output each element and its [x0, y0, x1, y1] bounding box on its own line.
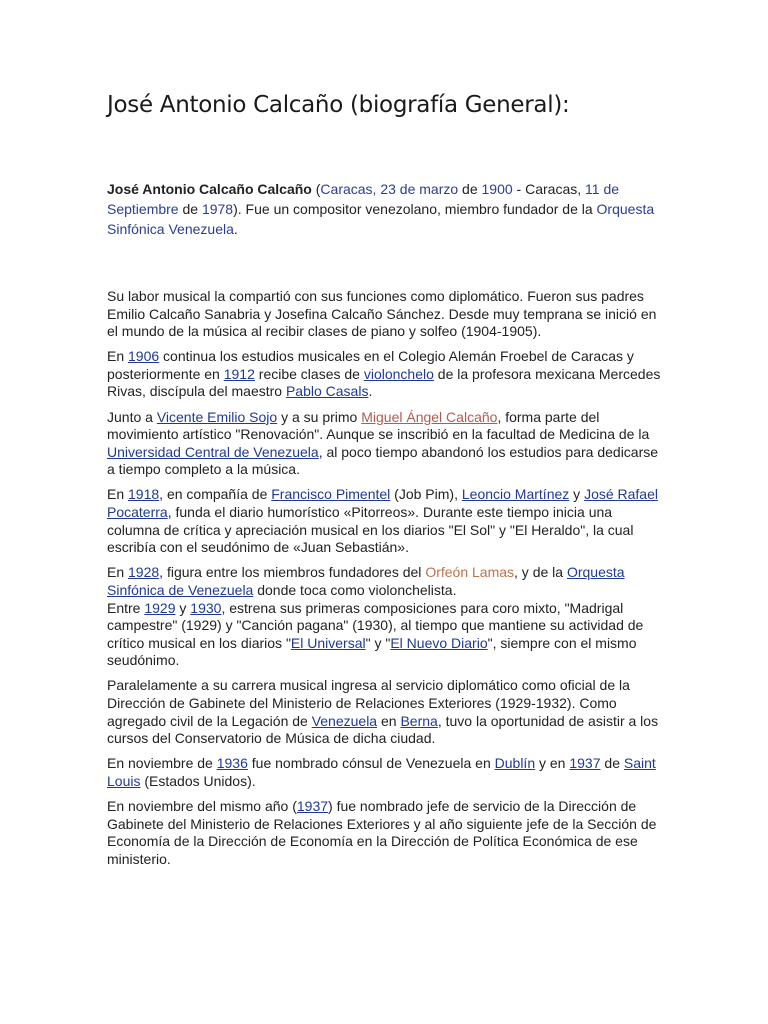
- link-death-day[interactable]: 11 de Septiembre: [107, 181, 620, 217]
- page-title: José Antonio Calcaño (biografía General):: [107, 92, 570, 118]
- link-1930[interactable]: 1930: [190, 599, 222, 616]
- link-1937-b[interactable]: 1937: [296, 797, 329, 814]
- link-1937[interactable]: 1937: [569, 755, 601, 772]
- biography-body: [107, 288, 663, 876]
- paragraph-1: Su labor musical la compartió con sus funciones como diplomático. Fueron sus padres Emilio Calcaño Sanabria y Josefina Calcaño Sánchez. Desde muy temprana se inició en el mundo de la música al recibir clases de piano y solfeo (1904-1905).: [107, 288, 657, 340]
- intro-paragraph: José Antonio Calcaño Calcaño (Caracas, 23 de marzo de 1900 - Caracas, 11 de Septiembre de 1978). Fue un compositor venezolano, miembro fundador de la Orquesta Sinfónica Venezuela.: [107, 181, 655, 237]
- paragraph-7: En noviembre de 1936 fue nombrado cónsul de Venezuela en Dublín y en 1937 de Saint Louis (Estados Unidos).: [107, 755, 656, 789]
- link-1936[interactable]: 1936: [216, 755, 248, 772]
- paragraph-5: En 1928, figura entre los miembros fundadores del Orfeón Lamas, y de la Orquesta Sinfónica de Venezuela donde toca como violonchelista. Entre 1929 y 1930, estrena sus primeras composiciones para coro mixto, "Madrigal campestre" (1929) y "Canción pagana" (1930), al tiempo que mantiene su actividad de crítico musical en los diarios "El Universal" y "El Nuevo Diario", siempre con el mismo seudónimo.: [107, 564, 644, 669]
- link-death-year[interactable]: 1978: [201, 201, 234, 217]
- link-violonchelo[interactable]: violonchelo: [363, 365, 434, 382]
- link-1928[interactable]: 1928: [128, 564, 160, 581]
- link-pablo-casals[interactable]: Pablo Casals: [285, 383, 369, 400]
- link-birth-year[interactable]: 1900: [481, 181, 513, 197]
- paragraph-4: En 1918, en compañía de Francisco Pimentel (Job Pim), Leoncio Martínez y José Rafael Pocaterra, funda el diario humorístico «Pitorreos». Durante este tiempo inicia una columna de crítica y apreciación musical en los diarios "El Sol" y "El Heraldo", la cual escribía con el seudónimo de «Juan Sebastián».: [107, 486, 658, 556]
- link-saint-louis[interactable]: Saint Louis: [107, 755, 656, 789]
- link-1918[interactable]: 1918: [128, 486, 160, 503]
- link-el-nuevo-diario[interactable]: El Nuevo Diario: [390, 634, 488, 651]
- link-berna[interactable]: Berna: [400, 712, 438, 729]
- paragraph-2: En 1906 continua los estudios musicales en el Colegio Alemán Froebel de Caracas y posteriormente en 1912 recibe clases de violonchelo de la profesora mexicana Mercedes Rivas, discípula del maestro Pablo Casals.: [107, 348, 661, 400]
- link-1906[interactable]: 1906: [128, 348, 160, 365]
- paragraph-8: En noviembre del mismo año (1937) fue nombrado jefe de servicio de la Dirección de Gabinete del Ministerio de Relaciones Exteriores y al año siguiente jefe de la Sección de Economía de la Dirección de Economía en la Dirección de Política Económica de ese ministerio.: [107, 797, 657, 867]
- link-orchestra[interactable]: Orquesta Sinfónica Venezuela: [107, 201, 655, 237]
- subject-name: José Antonio Calcaño Calcaño: [107, 181, 312, 197]
- link-orfeon-lamas[interactable]: Orfeón Lamas: [425, 564, 515, 581]
- link-vicente-emilio-sojo[interactable]: Vicente Emilio Sojo: [156, 408, 278, 425]
- link-birth-place[interactable]: Caracas, 23 de marzo: [320, 181, 459, 197]
- link-venezuela[interactable]: Venezuela: [311, 712, 378, 729]
- link-1912[interactable]: 1912: [223, 365, 255, 382]
- link-universidad-central[interactable]: Universidad Central de Venezuela: [107, 443, 319, 460]
- link-dublin[interactable]: Dublín: [494, 755, 536, 772]
- link-el-universal[interactable]: El Universal: [290, 634, 366, 651]
- link-leoncio-martinez[interactable]: Leoncio Martínez: [461, 486, 570, 503]
- link-orquesta-sinfonica-de-venezuela[interactable]: Orquesta Sinfónica de Venezuela: [107, 564, 625, 598]
- link-jose-rafael-pocaterra[interactable]: José Rafael Pocaterra: [107, 486, 658, 521]
- link-miguel-angel-calcano[interactable]: Miguel Ángel Calcaño: [361, 408, 498, 425]
- link-1929[interactable]: 1929: [144, 599, 176, 616]
- paragraph-6: Paralelamente a su carrera musical ingresa al servicio diplomático como oficial de la Dirección de Gabinete del Ministerio de Relaciones Exteriores (1929-1932). Como agregado civil de la Legación de Venezuela en Berna, tuvo la oportunidad de asistir a los cursos del Conservatorio de Música de dicha ciudad.: [107, 677, 659, 747]
- link-francisco-pimentel[interactable]: Francisco Pimentel: [271, 486, 391, 503]
- paragraph-3: Junto a Vicente Emilio Sojo y a su primo Miguel Ángel Calcaño, forma parte del movimiento artístico "Renovación". Aunque se inscribió en la facultad de Medicina de la Universidad Central de Venezuela, al poco tiempo abandonó los estudios para dedicarse a tiempo completo a la música.: [107, 408, 659, 478]
